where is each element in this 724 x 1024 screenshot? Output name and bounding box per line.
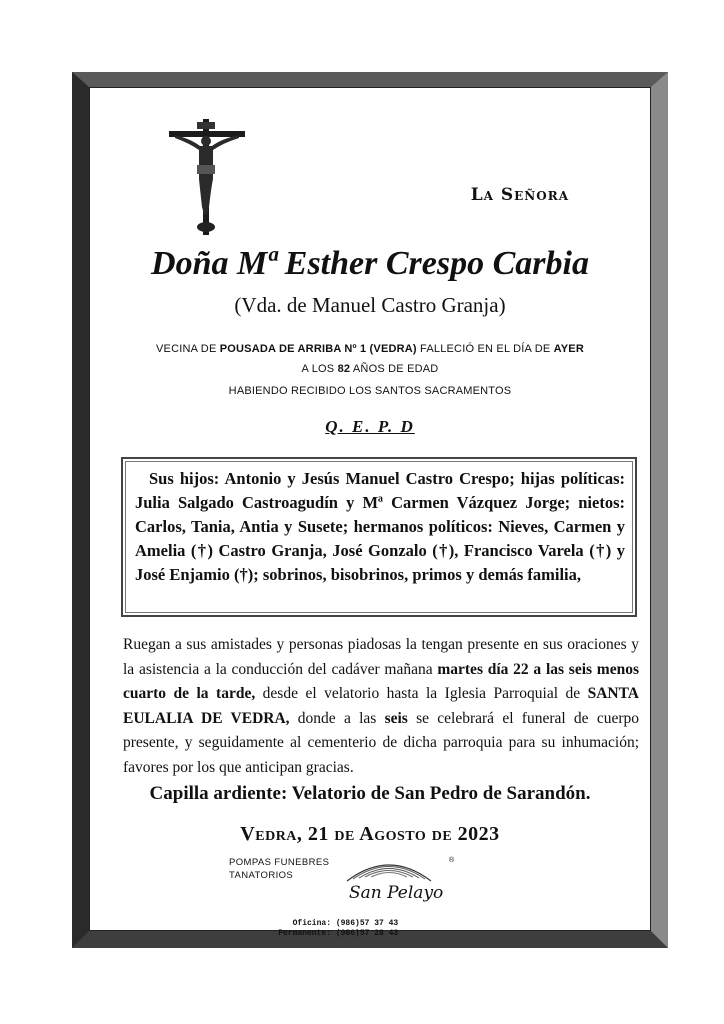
deceased-name: Doña Mª Esther Crespo Carbia bbox=[151, 245, 589, 282]
invitation-part-7: se celebrará el funeral de cuerpo presente, y seguidamente al cementerio de dicha parroquia para su inhumación; favores por los que anticipan gracias. bbox=[123, 709, 639, 776]
death-text: FALLECIÓ EN EL DÍA DE bbox=[416, 343, 554, 355]
office-label: Oficina: bbox=[292, 919, 331, 928]
invitation-church: SANTA EULALIA DE VEDRA, bbox=[123, 685, 639, 727]
invitation-paragraph bbox=[123, 633, 639, 780]
invitation-time: martes día 22 a las seis menos cuarto de la tarde, bbox=[123, 660, 639, 702]
age-line bbox=[89, 363, 651, 375]
family-box bbox=[121, 457, 637, 617]
logo-text: San Pelayo bbox=[349, 883, 444, 903]
invitation-part-5: donde a las bbox=[289, 709, 385, 727]
widow-of: (Vda. de Manuel Castro Granja) bbox=[234, 293, 506, 317]
office-phone: (986)57 37 43 bbox=[335, 919, 399, 928]
rip-qepd: Q. E. P. D bbox=[325, 417, 415, 436]
age-value: 82 bbox=[337, 363, 351, 375]
age-prefix: A LOS bbox=[301, 363, 338, 375]
office-phone-line bbox=[259, 919, 398, 928]
invitation-hour: seis bbox=[384, 709, 408, 727]
permanent-phone: (986)57 28 43 bbox=[335, 929, 399, 938]
heading-la-senora: La Señora bbox=[470, 185, 569, 205]
invitation-part-1: Ruegan a sus amistades y personas piadosas la tengan presente en sus oraciones y la asistencia a la conducción del cadáver mañana bbox=[123, 636, 639, 678]
death-day: AYER bbox=[553, 343, 584, 355]
date-line: Vedra, 21 de Agosto de 2023 bbox=[240, 823, 500, 845]
mourning-frame bbox=[72, 72, 668, 948]
funeral-home-line1: POMPAS FUNEBRES bbox=[229, 857, 330, 868]
permanent-label: Permanente: bbox=[278, 929, 331, 938]
residence-prefix: VECINA DE bbox=[156, 343, 220, 355]
funeral-home-line2: TANATORIOS bbox=[229, 870, 294, 881]
sacraments-line: HABIENDO RECIBIDO LOS SANTOS SACRAMENTOS bbox=[228, 385, 512, 397]
residence-line bbox=[89, 343, 651, 355]
registered-mark: ® bbox=[449, 857, 455, 864]
obituary-content bbox=[89, 87, 651, 938]
age-suffix: AÑOS DE EDAD bbox=[350, 363, 439, 375]
family-text: Sus hijos: Antonio y Jesús Manuel Castro Crespo; hijas políticas: Julia Salgado Castroagudín y Mª Carmen Vázquez Jorge; nietos: Carlos, Tania, Antia y Susete; hermanos políticos: Nieves, Carmen y Amelia (†) Castro Granja, José Gonzalo (†), Francisco Varela (†) y José Enjamio (†); sobrinos, bisobrinos, primos y demás familia, bbox=[135, 469, 625, 584]
chapel-line: Capilla ardiente: Velatorio de San Pedro de Sarandón. bbox=[149, 783, 591, 804]
crucifix-icon bbox=[167, 119, 247, 235]
permanent-phone-line bbox=[259, 929, 398, 938]
funeral-home-block bbox=[229, 857, 489, 938]
residence-address: POUSADA DE ARRIBA Nº 1 (VEDRA) bbox=[219, 343, 417, 355]
invitation-part-3: desde el velatorio hasta la Iglesia Parroquial de bbox=[255, 685, 588, 702]
